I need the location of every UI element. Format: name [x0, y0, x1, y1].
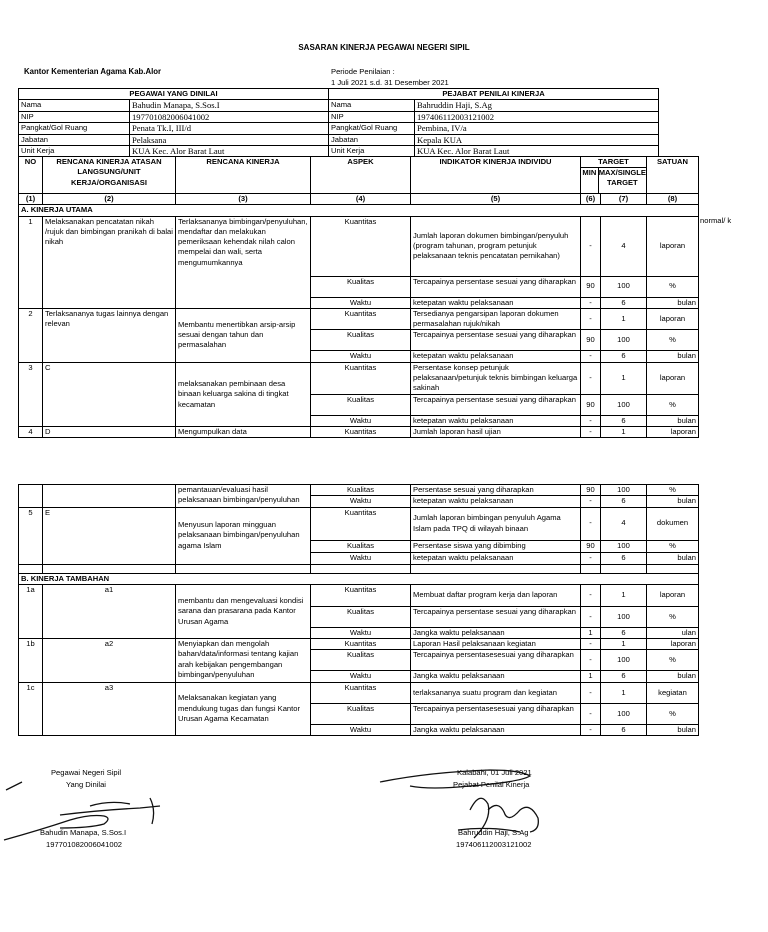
right-place-date: Kalabahi, 01 Juli 2021	[457, 768, 532, 777]
indicator: Jumlah laporan bimbingan penyuluh Agama Islam pada TPQ di wilayah binaan	[411, 507, 581, 540]
target-max: 1	[601, 639, 647, 650]
item-rencana: Mengumpulkan data	[176, 427, 311, 438]
target-max: 100	[601, 394, 647, 415]
target-max: 6	[601, 415, 647, 426]
unit: ulan	[647, 627, 699, 638]
unit: laporan	[647, 216, 699, 276]
item-atasan: C	[43, 362, 176, 426]
unit: laporan	[647, 427, 699, 438]
extra-no: 1c	[19, 682, 43, 735]
col-num: (4)	[311, 194, 411, 205]
target-max: 1	[601, 362, 647, 394]
unit: %	[647, 540, 699, 552]
target-label: TARGET	[581, 157, 646, 168]
aspect: Waktu	[311, 552, 411, 564]
table-row	[19, 308, 699, 330]
label-pangkat: Pangkat/Gol Ruang	[329, 122, 415, 134]
target-max: 100	[601, 606, 647, 627]
document-title: SASARAN KINERJA PEGAWAI NEGERI SIPIL	[298, 43, 470, 52]
col-num: (6)	[581, 194, 601, 205]
col-num: (8)	[647, 194, 699, 205]
aspect: Waktu	[311, 415, 411, 426]
label-nip: NIP	[329, 111, 415, 122]
col-iki: INDIKATOR KINERJA INDIVIDU	[411, 157, 581, 194]
target-min: -	[581, 308, 601, 330]
period-value: 1 Juli 2021 s.d. 31 Desember 2021	[331, 78, 449, 87]
unit: %	[647, 485, 699, 496]
unit: bulan	[647, 552, 699, 564]
col-satuan: SATUAN	[647, 157, 699, 194]
unit: dokumen	[647, 507, 699, 540]
indicator: Tercapainya persentasesesuai yang diharapkan	[411, 703, 581, 724]
unit: %	[647, 650, 699, 671]
employee-unit: KUA Kec. Alor Barat Laut	[130, 146, 329, 157]
right-sign-name: Bahruddin Haji, S.Ag	[458, 828, 529, 837]
aspect: Waktu	[311, 496, 411, 507]
target-min: 90	[581, 394, 601, 415]
target-max: 6	[601, 724, 647, 735]
performance-table-main	[18, 156, 699, 438]
target-max: 1	[601, 308, 647, 330]
target-min: 90	[581, 485, 601, 496]
left-signature-scribble	[0, 770, 200, 850]
unit: %	[647, 330, 699, 351]
item-rencana: Menyusun laporan mingguan pelaksanaan bimbingan/penyuluhan agama Islam	[176, 507, 311, 564]
col-no: NO	[19, 157, 43, 194]
unit: %	[647, 703, 699, 724]
aspect: Kuantitas	[311, 362, 411, 394]
target-max: 100	[601, 703, 647, 724]
indicator: Tercapainya persentasesesuai yang diharapkan	[411, 650, 581, 671]
col-target	[581, 157, 647, 194]
aspect: Kualitas	[311, 485, 411, 496]
target-min: -	[581, 427, 601, 438]
target-max: 6	[601, 496, 647, 507]
label-unit: Unit Kerja	[19, 146, 130, 157]
col-num: (2)	[43, 194, 176, 205]
label-nip: NIP	[19, 111, 130, 122]
indicator: Jumlah laporan hasil ujian	[411, 427, 581, 438]
period-label: Periode Penilaian :	[331, 67, 395, 76]
target-min: -	[581, 703, 601, 724]
aspect: Waktu	[311, 627, 411, 638]
unit: laporan	[647, 362, 699, 394]
label-nama: Nama	[329, 100, 415, 111]
item-no: 5	[19, 507, 43, 564]
target-max: 6	[601, 351, 647, 362]
col-num: (1)	[19, 194, 43, 205]
col-max: MAX/SINGLE TARGET	[598, 168, 646, 188]
item-atasan: Melaksanakan pencatatan nikah /rujuk dan bimbingan pranikah di balai nikah	[43, 216, 176, 308]
table-row	[19, 485, 699, 496]
indicator: ketepatan waktu pelaksanaan	[411, 415, 581, 426]
target-max: 1	[601, 584, 647, 606]
label-jabatan: Jabatan	[19, 134, 130, 145]
indicator: ketepatan waktu pelaksanaan	[411, 552, 581, 564]
col-num: (7)	[601, 194, 647, 205]
aspect: Kualitas	[311, 540, 411, 552]
aspect: Kuantitas	[311, 507, 411, 540]
target-max: 6	[601, 627, 647, 638]
section-a-heading: A. KINERJA UTAMA	[19, 205, 699, 216]
indicator: Tercapainya persentase sesuai yang diharapkan	[411, 394, 581, 415]
item-atasan: Terlaksananya tugas lainnya dengan relevan	[43, 308, 176, 362]
target-min: 90	[581, 276, 601, 297]
aspect: Waktu	[311, 351, 411, 362]
extra-rencana: Menyiapkan dan mengolah bahan/data/informasi tentang kajian arah kebijakan pengembangan bimbingan/penyuluhan	[176, 639, 311, 683]
item-rencana: pemantauan/evaluasi hasil pelaksanaan bimbingan/penyuluhan	[176, 485, 311, 508]
table-row	[19, 682, 699, 703]
left-sign-name: Bahudin Manapa, S.Sos.I	[40, 828, 127, 837]
aspect: Kuantitas	[311, 308, 411, 330]
target-min: -	[581, 351, 601, 362]
aspect: Waktu	[311, 671, 411, 682]
unit: laporan	[647, 639, 699, 650]
right-signature-scribble	[370, 760, 590, 850]
employee-nip: 197701082006041002	[130, 111, 329, 122]
employee-rank: Penata Tk.I, III/d	[130, 122, 329, 134]
extra-no: 1a	[19, 584, 43, 638]
left-sign-nip: 197701082006041002	[46, 840, 123, 849]
indicator: Tercapainya persentase sesuai yang diharapkan	[411, 330, 581, 351]
target-min: -	[581, 682, 601, 703]
col-rk-atasan: RENCANA KINERJA ATASAN LANGSUNG/UNIT KERJA/ORGANISASI	[43, 157, 176, 194]
target-max: 4	[601, 507, 647, 540]
appraiser-rank: Pembina, IV/a	[415, 122, 659, 134]
label-jabatan: Jabatan	[329, 134, 415, 145]
target-min: 90	[581, 540, 601, 552]
target-min: 1	[581, 627, 601, 638]
target-max: 100	[601, 330, 647, 351]
item-no: 1	[19, 216, 43, 308]
employee-position: Pelaksana	[130, 134, 329, 145]
table-row	[19, 584, 699, 606]
col-num: (5)	[411, 194, 581, 205]
aspect: Kualitas	[311, 276, 411, 297]
col-num: (3)	[176, 194, 311, 205]
appraiser-name: Bahruddin Haji, S.Ag	[415, 100, 659, 111]
item-no-cont	[19, 485, 43, 508]
extra-rencana: membantu dan mengevaluasi kondisi sarana dan prasarana pada Kantor Urusan Agama	[176, 584, 311, 638]
unit: laporan	[647, 584, 699, 606]
aspect: Waktu	[311, 724, 411, 735]
target-max: 1	[601, 427, 647, 438]
item-atasan: E	[43, 507, 176, 564]
unit: bulan	[647, 297, 699, 308]
unit: bulan	[647, 415, 699, 426]
aspect: Kuantitas	[311, 584, 411, 606]
target-max: 1	[601, 682, 647, 703]
aspect: Kualitas	[311, 650, 411, 671]
target-min: 1	[581, 671, 601, 682]
indicator: Jangka waktu pelaksanaan	[411, 627, 581, 638]
left-sign-subtitle: Yang Dinilai	[66, 780, 106, 789]
indicator: Laporan Hasil pelaksanaan kegiatan	[411, 639, 581, 650]
target-min: -	[581, 216, 601, 276]
appraiser-position: Kepala KUA	[415, 134, 659, 145]
target-min: -	[581, 606, 601, 627]
target-min: -	[581, 496, 601, 507]
label-pangkat: Pangkat/Gol Ruang	[19, 122, 130, 134]
unit: bulan	[647, 671, 699, 682]
office-name: Kantor Kementerian Agama Kab.Alor	[24, 67, 162, 76]
col-aspek: ASPEK	[311, 157, 411, 194]
target-min: -	[581, 297, 601, 308]
target-min: -	[581, 650, 601, 671]
identity-table	[18, 88, 659, 157]
target-max: 100	[601, 485, 647, 496]
unit: bulan	[647, 351, 699, 362]
extra-no: 1b	[19, 639, 43, 683]
aspect: Kuantitas	[311, 682, 411, 703]
unit: %	[647, 276, 699, 297]
target-min: -	[581, 584, 601, 606]
table-row	[19, 639, 699, 650]
employee-header: PEGAWAI YANG DINILAI	[19, 89, 329, 100]
right-sign-nip: 197406112003121002	[456, 840, 532, 849]
item-rencana: Membantu menertibkan arsip-arsip sesuai dengan tahun dan permasalahan	[176, 308, 311, 362]
aspect: Waktu	[311, 297, 411, 308]
appraiser-unit: KUA Kec. Alor Barat Laut	[415, 146, 659, 157]
target-max: 6	[601, 671, 647, 682]
indicator: Persentase konsep petunjuk pelaksanaan/petunjuk teknis bimbingan keluarga sakinah	[411, 362, 581, 394]
unit: %	[647, 394, 699, 415]
indicator: Tercapainya persentase sesuai yang diharapkan	[411, 276, 581, 297]
indicator: Persentase sesuai yang diharapkan	[411, 485, 581, 496]
target-min: -	[581, 507, 601, 540]
label-unit: Unit Kerja	[329, 146, 415, 157]
indicator: ketepatan waktu pelaksanaan	[411, 496, 581, 507]
indicator: Jangka waktu pelaksanaan	[411, 724, 581, 735]
indicator: ketepatan waktu pelaksanaan	[411, 297, 581, 308]
target-max: 100	[601, 276, 647, 297]
aspect: Kuantitas	[311, 216, 411, 276]
target-max: 100	[601, 650, 647, 671]
aspect: Kuantitas	[311, 639, 411, 650]
extra-rencana: Melaksanakan kegiatan yang mendukung tugas dan fungsi Kantor Urusan Agama Kecamatan	[176, 682, 311, 735]
item-no: 4	[19, 427, 43, 438]
target-max: 6	[601, 552, 647, 564]
appraiser-header: PEJABAT PENILAI KINERJA	[329, 89, 659, 100]
col-min: MIN	[581, 168, 599, 193]
target-min: -	[581, 362, 601, 394]
extra-code: a2	[43, 639, 176, 683]
target-min: -	[581, 552, 601, 564]
target-max: 100	[601, 540, 647, 552]
item-atasan: D	[43, 427, 176, 438]
unit: kegiatan	[647, 682, 699, 703]
right-sign-title: Pejabat Penilai Kinerja	[453, 780, 530, 789]
table-row	[19, 216, 699, 276]
item-no: 2	[19, 308, 43, 362]
side-note: normal/ k	[700, 216, 732, 225]
indicator: Tercapainya persentase sesuai yang diharapkan	[411, 606, 581, 627]
aspect: Kualitas	[311, 606, 411, 627]
appraiser-nip: 197406112003121002	[415, 111, 659, 122]
performance-table-continued	[18, 484, 699, 736]
target-max: 4	[601, 216, 647, 276]
item-atasan-cont	[43, 485, 176, 508]
target-min: 90	[581, 330, 601, 351]
aspect: Kuantitas	[311, 427, 411, 438]
section-b-heading: B. KINERJA TAMBAHAN	[19, 573, 699, 584]
table-row	[19, 507, 699, 540]
target-min: -	[581, 639, 601, 650]
extra-code: a3	[43, 682, 176, 735]
indicator: Tersedianya pengarsipan laporan dokumen permasalahan rujuk/nikah	[411, 308, 581, 330]
unit: %	[647, 606, 699, 627]
left-sign-title: Pegawai Negeri Sipil	[50, 768, 122, 777]
unit: laporan	[647, 308, 699, 330]
unit: bulan	[647, 496, 699, 507]
empty-row	[19, 564, 699, 573]
indicator: terlaksananya suatu program dan kegiatan	[411, 682, 581, 703]
label-nama: Nama	[19, 100, 130, 111]
indicator: Jangka waktu pelaksanaan	[411, 671, 581, 682]
indicator: Persentase siswa yang dibimbing	[411, 540, 581, 552]
item-no: 3	[19, 362, 43, 426]
indicator: Membuat daftar program kerja dan laporan	[411, 584, 581, 606]
target-min: -	[581, 415, 601, 426]
unit: bulan	[647, 724, 699, 735]
item-rencana: Terlaksananya bimbingan/penyuluhan, mendaftar dan melakukan pemeriksaan kehendak nilah calon mempelai dan wali, serta mengumumkannya	[176, 216, 311, 308]
col-rk: RENCANA KINERJA	[176, 157, 311, 194]
aspect: Kualitas	[311, 703, 411, 724]
indicator: Jumlah laporan dokumen bimbingan/penyuluh (program tahunan, program petunjuk pelaksanaan teknis pencatatan pernikahan)	[411, 216, 581, 276]
target-max: 6	[601, 297, 647, 308]
aspect: Kualitas	[311, 394, 411, 415]
indicator: ketepatan waktu pelaksanaan	[411, 351, 581, 362]
extra-code: a1	[43, 584, 176, 638]
item-rencana: melaksanakan pembinaan desa binaan keluarga sakina di tingkat kecamatan	[176, 362, 311, 426]
aspect: Kualitas	[311, 330, 411, 351]
table-row	[19, 427, 699, 438]
target-min: -	[581, 724, 601, 735]
employee-name: Bahudin Manapa, S.Sos.I	[130, 100, 329, 111]
table-row	[19, 362, 699, 394]
